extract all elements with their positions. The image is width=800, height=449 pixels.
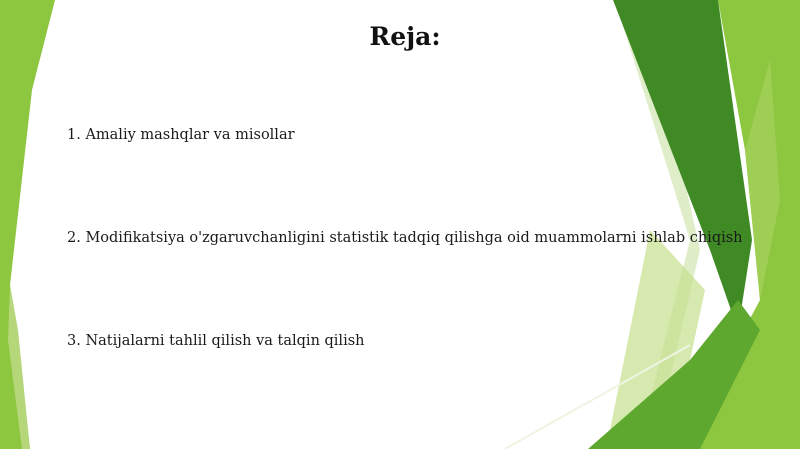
left-green-band — [0, 0, 55, 449]
plan-item-3: 3. Natijalarni tahlil qilish va talqin qilish — [67, 333, 365, 349]
plan-item-2: 2. Modifikatsiya o'zgaruvchanligini statistik tadqiq qilishga oid muammolarni ishlab chiqish — [67, 230, 743, 246]
slide-title: Reja: — [369, 22, 441, 51]
plan-item-1: 1. Amaliy mashqlar va misollar — [67, 127, 295, 143]
